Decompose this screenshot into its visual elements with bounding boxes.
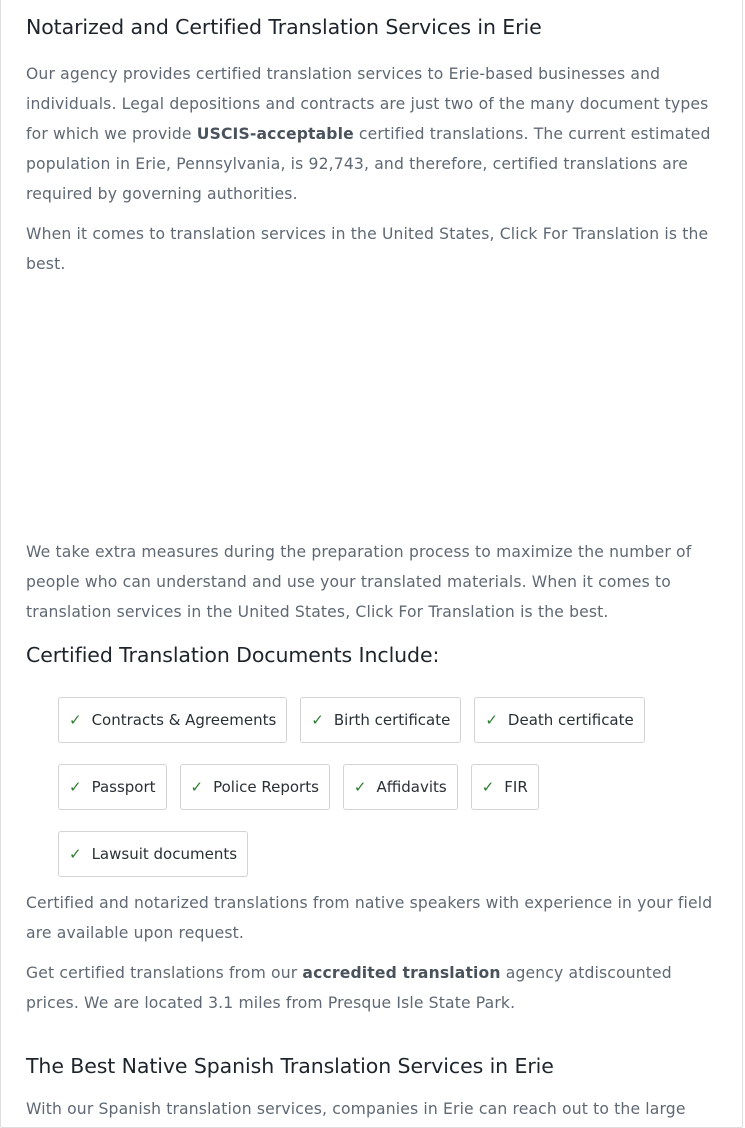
- spanish-intro-paragraph: With our Spanish translation services, companies in Erie can reach out to the large: [26, 1100, 686, 1118]
- intro-text-end: certified translations. The current estimated population in Erie, Pennsylvania, is 92,743, and therefore, certified translations are required by governing authorities.: [26, 125, 711, 203]
- document-chip: [58, 764, 167, 810]
- document-label: Contracts & Agreements: [91, 711, 277, 729]
- document-chip: [471, 764, 539, 810]
- section-heading-notarized: Notarized and Certified Translation Services in Erie: [26, 15, 542, 39]
- document-chip: [58, 831, 248, 877]
- documents-heading: Certified Translation Documents Include:: [26, 643, 440, 667]
- document-types-list: [58, 697, 698, 877]
- uscis-acceptable-emphasis: USCIS-acceptable: [196, 125, 354, 143]
- accredited-text-end: agency atdiscounted prices. We are located 3.1 miles from Presque Isle State Park.: [26, 964, 672, 1012]
- blank-ad-space: [26, 290, 726, 530]
- spanish-section-heading: The Best Native Spanish Translation Services in Erie: [26, 1054, 554, 1078]
- document-chip: [474, 697, 644, 743]
- native-speakers-paragraph: Certified and notarized translations from native speakers with experience in your field are available upon request.: [26, 894, 713, 942]
- check-icon: ✓: [481, 778, 495, 796]
- check-icon: ✓: [190, 778, 204, 796]
- accredited-paragraph: [26, 958, 726, 1018]
- document-chip: [180, 764, 330, 810]
- document-label: Lawsuit documents: [91, 845, 238, 863]
- preparation-paragraph: We take extra measures during the preparation process to maximize the number of people who can understand and use your translated materials. When it comes to translation services in the United States, Click For Translation is the best.: [26, 543, 692, 621]
- best-service-paragraph: When it comes to translation services in the United States, Click For Translation is the best.: [26, 225, 709, 273]
- check-icon: ✓: [69, 778, 82, 796]
- accredited-translation-link[interactable]: accredited translation: [302, 964, 501, 982]
- check-icon: ✓: [353, 778, 367, 796]
- document-label: Police Reports: [213, 778, 319, 796]
- accredited-text-start: Get certified translations from our: [26, 964, 303, 982]
- intro-text-start: Our agency provides certified translation services to Erie-based businesses and individuals. Legal depositions and contracts are just two of the many document types for which we provide: [26, 65, 709, 143]
- check-icon: ✓: [69, 845, 82, 863]
- document-chip: [343, 764, 458, 810]
- document-chip: [58, 697, 287, 743]
- intro-paragraph: [26, 59, 726, 209]
- document-chip: [300, 697, 461, 743]
- check-icon: ✓: [69, 711, 82, 729]
- document-label: Birth certificate: [333, 711, 451, 729]
- document-label: Death certificate: [507, 711, 634, 729]
- check-icon: ✓: [485, 711, 498, 729]
- document-label: Passport: [91, 778, 156, 796]
- document-label: Affidavits: [376, 778, 447, 796]
- document-label: FIR: [504, 778, 528, 796]
- check-icon: ✓: [311, 711, 324, 729]
